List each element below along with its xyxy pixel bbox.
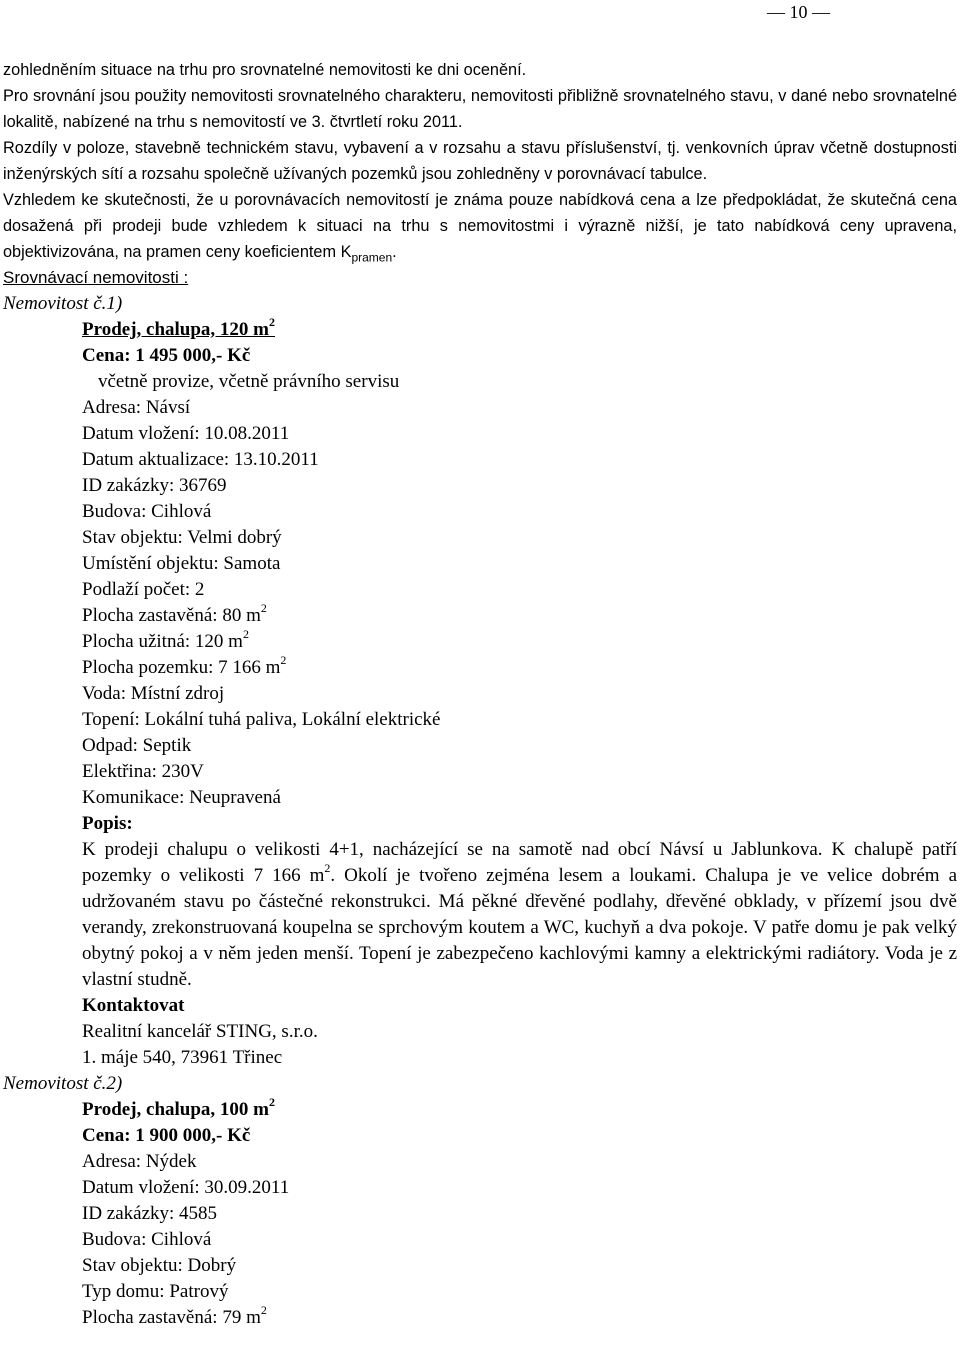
property-2-detail-line [82, 1227, 957, 1253]
property-1-detail-line [82, 473, 957, 499]
property-1-detail-text: Voda: Místní zdroj [82, 683, 225, 704]
property-1-detail-line [82, 681, 957, 707]
property-1-detail-text: Datum vložení: 10.08.2011 [82, 423, 290, 444]
property-1-detail-line [82, 785, 957, 811]
property-1-label: Nemovitost č.1) [3, 293, 123, 314]
property-1-detail-line [82, 395, 957, 421]
property-1-detail-line [82, 551, 957, 577]
property-1-description-sup: 2 [324, 861, 331, 875]
property-2-detail-text: Budova: Cihlová [82, 1229, 212, 1250]
property-1-detail-text: Stav objektu: Velmi dobrý [82, 527, 282, 548]
property-1-detail-line [82, 603, 957, 629]
property-1-detail-text: Plocha zastavěná: 80 m [82, 605, 261, 626]
property-1-detail-text: Elektřina: 230V [82, 761, 204, 782]
intro-paragraph-4 [3, 187, 957, 265]
property-1-detail-line [82, 499, 957, 525]
property-2-title [82, 1097, 957, 1123]
property-2-details [82, 1149, 957, 1331]
property-1-contact-name: Realitní kancelář STING, s.r.o. [82, 1021, 318, 1042]
document-body [3, 57, 957, 1331]
property-1-description-b: . Okolí je tvořeno zejména lesem a loukami. Chalupa je ve velice dobrém a udržovaném stavu po částečné rekonstrukci. Má pěkné dřevěné podlahy, dřevěné obklady, v přízemí jsou dvě verandy, zrekonstruovaná koupelna se sprchovým koutem a WC, kuchyň a dva pokoje. V patře domu je pak velký obytný pokoj a v něm jeden menší. Topení je zabezpečeno kachlovými kamny a elektrickými radiátory. Voda je z vlastní studně. [82, 865, 957, 990]
property-1-detail-text: Datum aktualizace: 13.10.2011 [82, 449, 319, 470]
property-2-detail-text: ID zakázky: 4585 [82, 1203, 218, 1224]
intro-paragraph-2: Pro srovnání jsou použity nemovitosti srovnatelného charakteru, nemovitosti přibližně srovnatelného stavu, v dané nebo srovnatelné lokalitě, nabízené na trhu s nemovitostí ve 3. čtvrtletí roku 2011. [3, 87, 957, 131]
property-1-contact-address: 1. máje 540, 73961 Třinec [82, 1047, 283, 1068]
property-1-detail-line [82, 629, 957, 655]
property-1-detail-text: Komunikace: Neupravená [82, 787, 281, 808]
property-2-detail-line [82, 1175, 957, 1201]
property-1-price: Cena: 1 495 000,- Kč [82, 345, 251, 366]
k-pramen-subscript: pramen [351, 250, 393, 265]
intro-paragraph-4-text: Vzhledem ke skutečnosti, že u porovnávacích nemovitostí je známa pouze nabídková cena a lze předpokládat, že skutečná cena dosažená při prodeji bude vzhledem k situaci na trhu s nemovitostmi i výrazně nižší, je tato nabídková ceny upravena, objektivizována, na pramen ceny koeficientem K [3, 191, 957, 261]
property-1-detail-line [82, 733, 957, 759]
property-1-detail-line [82, 447, 957, 473]
property-2-detail-line [82, 1201, 957, 1227]
property-2-detail-line [82, 1149, 957, 1175]
intro-paragraph-1: zohledněním situace na trhu pro srovnatelné nemovitosti ke dni ocenění. [3, 61, 527, 79]
property-1-contact-label: Kontaktovat [82, 995, 185, 1016]
property-1-details [82, 395, 957, 811]
page-number: — 10 — [767, 2, 830, 22]
property-1-detail-sup: 2 [280, 653, 287, 667]
property-1-detail-text: Odpad: Septik [82, 735, 192, 756]
property-1-detail-line [82, 525, 957, 551]
property-1-title [82, 317, 957, 343]
property-2-detail-sup: 2 [260, 1303, 267, 1317]
property-1-detail-line [82, 577, 957, 603]
property-1-detail-text: Plocha užitná: 120 m [82, 631, 243, 652]
property-1-description [82, 837, 957, 993]
property-1-detail-line [82, 707, 957, 733]
property-1-detail-line [82, 655, 957, 681]
property-2-detail-text: Typ domu: Patrový [82, 1281, 229, 1302]
property-1-popis-label: Popis: [82, 813, 133, 834]
property-2-title-sup: 2 [269, 1095, 276, 1109]
property-2-block [3, 1097, 957, 1331]
property-1-detail-text: Umístění objektu: Samota [82, 553, 281, 574]
property-2-detail-text: Plocha zastavěná: 79 m [82, 1307, 261, 1328]
property-1-detail-text: Adresa: Návsí [82, 397, 191, 418]
property-1-detail-text: Podlaží počet: 2 [82, 579, 205, 600]
property-2-label: Nemovitost č.2) [3, 1073, 123, 1094]
property-1-description-a: K prodeji chalupu o velikosti 4+1, nacházející se na samotě nad obcí Návsí u Jablunkova. K chalupě patří pozemky o velikosti 7 166 m [82, 839, 957, 886]
property-2-price: Cena: 1 900 000,- Kč [82, 1125, 251, 1146]
property-1-price-note: včetně provize, včetně právního servisu [98, 371, 400, 392]
section-title: Srovnávací nemovitosti : [3, 268, 189, 287]
property-2-detail-text: Adresa: Nýdek [82, 1151, 197, 1172]
property-1-detail-text: ID zakázky: 36769 [82, 475, 227, 496]
property-2-detail-line [82, 1279, 957, 1305]
intro-paragraph-3: Rozdíly v poloze, stavebně technickém stavu, vybavení a v rozsahu a stavu příslušenství, tj. venkovních úprav včetně dostupnosti inženýrských sítí a rozsahu společně užívaných pozemků jsou zohledněny v porovnávací tabulce. [3, 139, 957, 183]
intro-paragraph-4-end: . [392, 243, 397, 261]
property-2-detail-line [82, 1305, 957, 1331]
property-1-detail-sup: 2 [260, 601, 267, 615]
property-1-detail-line [82, 421, 957, 447]
property-1-title-text: Prodej, chalupa, 120 m [82, 319, 270, 340]
property-2-detail-line [82, 1253, 957, 1279]
property-1-detail-text: Budova: Cihlová [82, 501, 212, 522]
property-2-title-text: Prodej, chalupa, 100 m [82, 1099, 270, 1120]
property-1-block [3, 317, 957, 1071]
intro-text [3, 57, 957, 265]
property-1-title-sup: 2 [269, 315, 276, 329]
property-1-detail-line [82, 759, 957, 785]
property-1-detail-text: Plocha pozemku: 7 166 m [82, 657, 281, 678]
property-2-detail-text: Datum vložení: 30.09.2011 [82, 1177, 290, 1198]
property-2-detail-text: Stav objektu: Dobrý [82, 1255, 237, 1276]
property-1-detail-sup: 2 [242, 627, 249, 641]
property-1-detail-text: Topení: Lokální tuhá paliva, Lokální elektrické [82, 709, 441, 730]
